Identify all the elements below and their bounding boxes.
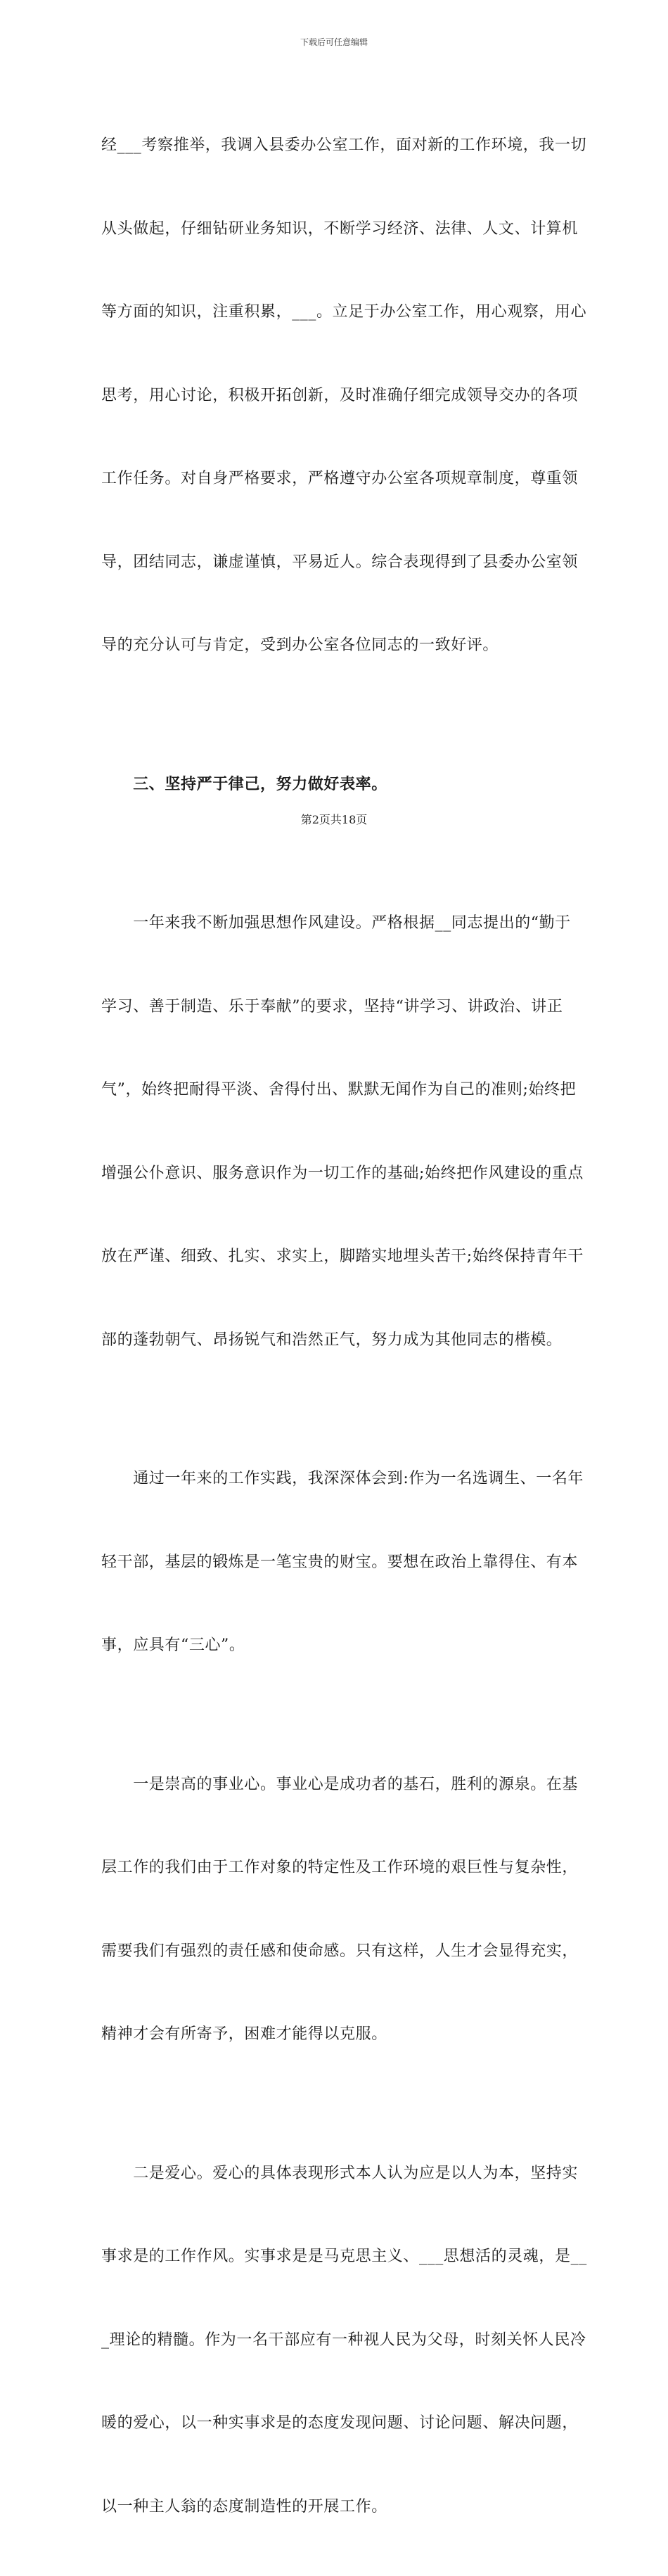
text-line: 部的蓬勃朝气、昂扬锐气和浩然正气，努力成为其他同志的楷模。 bbox=[101, 1326, 568, 1354]
text-line: 气”，始终把耐得平淡、舍得付出、默默无闻作为自己的准则;始终把 bbox=[101, 1076, 568, 1104]
page-number: 第2页共18页 bbox=[0, 813, 668, 827]
text-line: 增强公仆意识、服务意识作为一切工作的基础;始终把作风建设的重点 bbox=[101, 1160, 568, 1188]
text-line: 通过一年来的工作实践，我深深体会到:作为一名选调生、一名年 bbox=[101, 1465, 568, 1493]
paragraph-reflection bbox=[101, 1409, 568, 1715]
text-line: 从头做起，仔细钻研业务知识，不断学习经济、法律、人文、计算机 bbox=[101, 215, 568, 243]
document-body bbox=[101, 76, 568, 2576]
section-heading-text: 三、坚持严于律己，努力做好表率。 bbox=[101, 771, 568, 799]
text-line: 学习、善于制造、乐于奉献”的要求，坚持“讲学习、讲政治、讲正 bbox=[101, 993, 568, 1021]
text-line: 放在严谨、细致、扎实、求实上，脚踏实地埋头苦干;始终保持青年干 bbox=[101, 1243, 568, 1271]
text-line: 经___考察推举，我调入县委办公室工作，面对新的工作环境，我一切 bbox=[101, 132, 568, 160]
paragraph-career-heart bbox=[101, 1715, 568, 2104]
text-line: 导，团结同志，谦虚谨慎，平易近人。综合表现得到了县委办公室领 bbox=[101, 549, 568, 577]
text-line: 精神才会有所寄予，困难才能得以克服。 bbox=[101, 2020, 568, 2049]
paragraph-continuation bbox=[101, 76, 568, 715]
text-line: 轻干部，基层的锻炼是一笔宝贵的财宝。要想在政治上靠得住、有本 bbox=[101, 1549, 568, 1577]
text-line: 等方面的知识，注重积累，___。立足于办公室工作，用心观察，用心 bbox=[101, 298, 568, 326]
text-line: 层工作的我们由于工作对象的特定性及工作环境的艰巨性与复杂性， bbox=[101, 1854, 568, 1882]
text-line: 工作任务。对自身严格要求，严格遵守办公室各项规章制度，尊重领 bbox=[101, 465, 568, 493]
text-line: 一是崇高的事业心。事业心是成功者的基石，胜利的源泉。在基 bbox=[101, 1771, 568, 1799]
section-heading bbox=[101, 715, 568, 854]
text-line: 以一种主人翁的态度制造性的开展工作。 bbox=[101, 2493, 568, 2521]
text-line: 二是爱心。爱心的具体表现形式本人认为应是以人为本，坚持实 bbox=[101, 2160, 568, 2188]
text-line: 导的充分认可与肯定，受到办公室各位同志的一致好评。 bbox=[101, 632, 568, 660]
text-line: 事，应具有“三心”。 bbox=[101, 1632, 568, 1660]
text-line: 思考，用心讨论，积极开拓创新，及时准确仔细完成领导交办的各项 bbox=[101, 382, 568, 410]
text-line: 需要我们有强烈的责任感和使命感。只有这样，人生才会显得充实， bbox=[101, 1937, 568, 1966]
text-line: 一年来我不断加强思想作风建设。严格根据__同志提出的“勤于 bbox=[101, 909, 568, 937]
paragraph-style-building bbox=[101, 854, 568, 1409]
page-header-note: 下载后可任意编辑 bbox=[0, 37, 668, 48]
paragraph-love-heart bbox=[101, 2104, 568, 2576]
text-line: _理论的精髓。作为一名干部应有一种视人民为父母，时刻关怀人民冷 bbox=[101, 2326, 568, 2354]
text-line: 暖的爱心，以一种实事求是的态度发现问题、讨论问题、解决问题， bbox=[101, 2409, 568, 2437]
text-line: 事求是的工作作风。实事求是是马克思主义、___思想活的灵魂，是__ bbox=[101, 2243, 568, 2271]
